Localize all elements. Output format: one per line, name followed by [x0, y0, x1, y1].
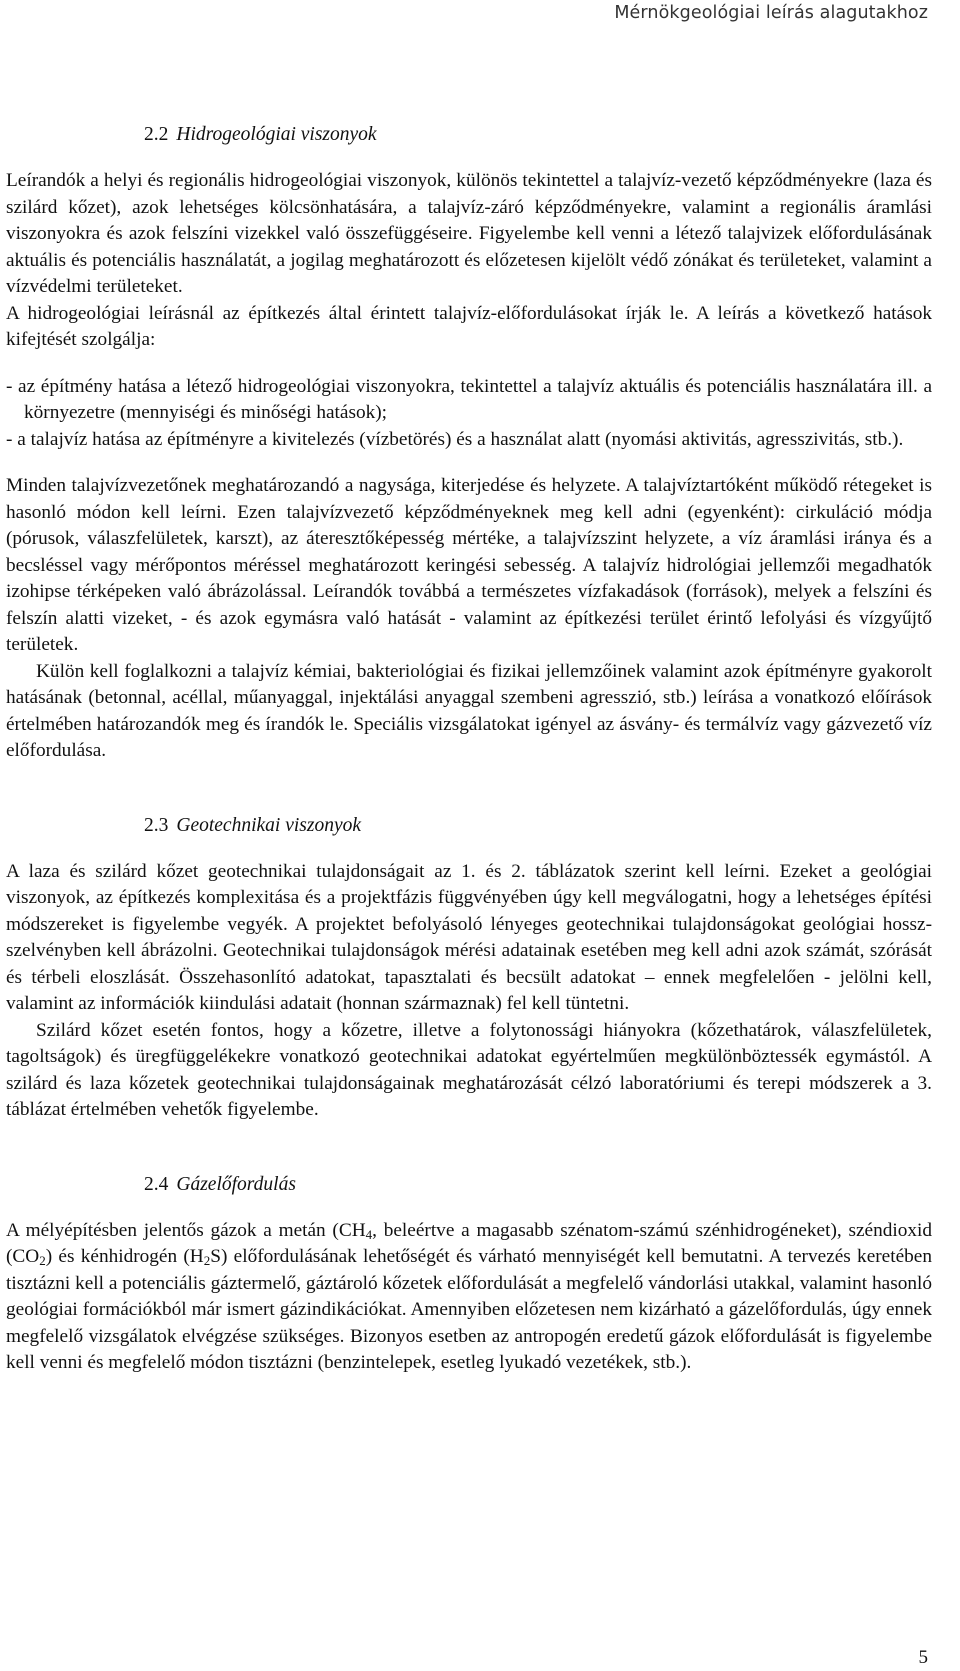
paragraph: A laza és szilárd kőzet geotechnikai tulajdonságait az 1. és 2. táblázatok szerint kell leírni. Ezeket a geológiai viszonyok, az építkezés komplexitása és a projektfázis függvényében úgy kell megválogatni, hogy a lehetséges építési módszereket is figyelembe vegyék. A projektet befolyásoló lényeges geotechnikai tulajdonságokat geológiai hossz-szelvényben kell ábrázolni. Geotechnikai tulajdonságok mérési adatainak esetében meg kell adni azok számát, szórását és térbeli eloszlását. Összehasonlító adatokat, tapasztalati és becsült adatokat – ennek megfelelően - jelölni kell, valamint az információk kiindulási adatait (honnan származnak) fel kell tüntetni.	[6, 860, 932, 1014]
section-heading-text: Gázelőfordulás	[176, 1173, 296, 1195]
page-number: 5	[918, 1647, 928, 1668]
section-title-2-2	[6, 122, 932, 148]
section-title-2-3	[6, 813, 932, 839]
paragraph: Leírandók a helyi és regionális hidrogeológiai viszonyok, különös tekintettel a talajvíz-vezető képződményekre (laza és szilárd kőzet), azok lehetséges kölcsönhatására, a talajvíz-záró képződményekre, valamint a regionális áramlási viszonyokra és azok felszíni vizekkel való összefüggéseire. Figyelembe kell venni a létező talajvizek előfordulásának aktuális és potenciális használatát, a jogilag meghatározott és előzetesen kijelölt védő zónákat és területeket, valamint a vízvédelmi területeket.	[6, 170, 932, 297]
section-number: 2.4	[144, 1173, 169, 1195]
section-number: 2.3	[144, 814, 169, 836]
paragraph: A hidrogeológiai leírásnál az építkezés által érintett talajvíz-előfordulásokat írják le. A leírás a következő hatások kifejtését szolgálja:	[6, 302, 932, 350]
section-heading-text: Hidrogeológiai viszonyok	[176, 124, 377, 145]
paragraph: Külön kell foglalkozni a talajvíz kémiai, bakteriológiai és fizikai jellemzőinek valamint azok építményre gyakorolt hatásának (betonnal, acéllal, műanyaggal, injektálási anyaggal szembeni agresszió, stb.) leírása a vonatkozó előírások értelmében határozandók meg és írandók le. Speciális vizsgálatokat igényel az ásvány- és termálvíz vagy gázvezető víz előfordulása.	[6, 660, 932, 761]
section-heading-text: Geotechnikai viszonyok	[176, 814, 362, 836]
paragraph: Szilárd kőzet esetén fontos, hogy a kőzetre, illetve a folytonossági hiányokra (kőzethatárok, válaszfelületek, tagoltságok) és üregfüggelékekre vonatkozó geotechnikai adatokat egyértelműen megkülönböztessék egymástól. A szilárd és laza kőzetek geotechnikai tulajdonságainak meghatározását célzó laboratóriumi és terepi módszerek a 3. táblázat értelmében vehetők figyelembe.	[6, 1019, 932, 1120]
list-item: - az építmény hatása a létező hidrogeológiai viszonyokra, tekintettel a talajvíz aktuális és potenciális használatára ill. a környezetre (mennyiségi és minőségi hatások);	[6, 375, 932, 423]
running-header: Mérnökgeológiai leírás alagutakhoz	[614, 3, 928, 23]
paragraph: A mélyépítésben jelentős gázok a metán ($CH_4$, beleértve a magasabb szénatom-számú szénhidrogéneket), széndioxid $(CO_2)$ és kénhidrogén $(H_2S)$ előfordulásának lehetőségét és várható mennyiségét kell bemutatni. A tervezés keretében tisztázni kell a potenciális gáztermelő, gáztároló kőzetek előfordulását a megfelelő vándorlási utakkal, valamint hasonló geológiai formációkból már ismert gázindikációkat. Amennyiben előzetesen nem kizárható a gázelőfordulás, úgy ennek megfelelő vizsgálatok elvégzése szükséges. Bizonyos esetben az antropogén eredetű gázok előfordulását is figyelembe kell venni és megfelelő módon tisztázni (benzintelepek, esetleg lyukadó vezetékek, stb.).	[6, 1219, 932, 1373]
paragraph: Minden talajvízvezetőnek meghatározandó a nagysága, kiterjedése és helyzete. A talajvíztartóként működő rétegeket is hasonló módon kell leírni. Ezen talajvízvezető képződményeknek meg kell adni (egyenként): cirkuláció módja (pórusok, válaszfelületek, karszt), az áteresztőképesség mértéke, a talajvízszint helyzete, a víz áramlási iránya és a becsléssel vagy mérőpontos méréssel meghatározott keringési sebesség. A talajvíz hidrológiai jellemzői megadhatók izohipse térképeken való ábrázolással. Leírandók továbbá a természetes vízfakadások (források), melyek a felszíni és felszín alatti vizeket, - és azok egymásra való hatását - valamint az építkezési terület érintő lefolyási és vízgyűjtő területek.	[6, 475, 932, 655]
section-number: 2.2	[144, 124, 169, 145]
list-item: - a talajvíz hatása az építményre a kivitelezés (vízbetörés) és a használat alatt (nyomási aktivitás, agresszivitás, stb.).	[6, 428, 904, 450]
page-content	[6, 122, 932, 1377]
section-title-2-4	[6, 1172, 932, 1198]
